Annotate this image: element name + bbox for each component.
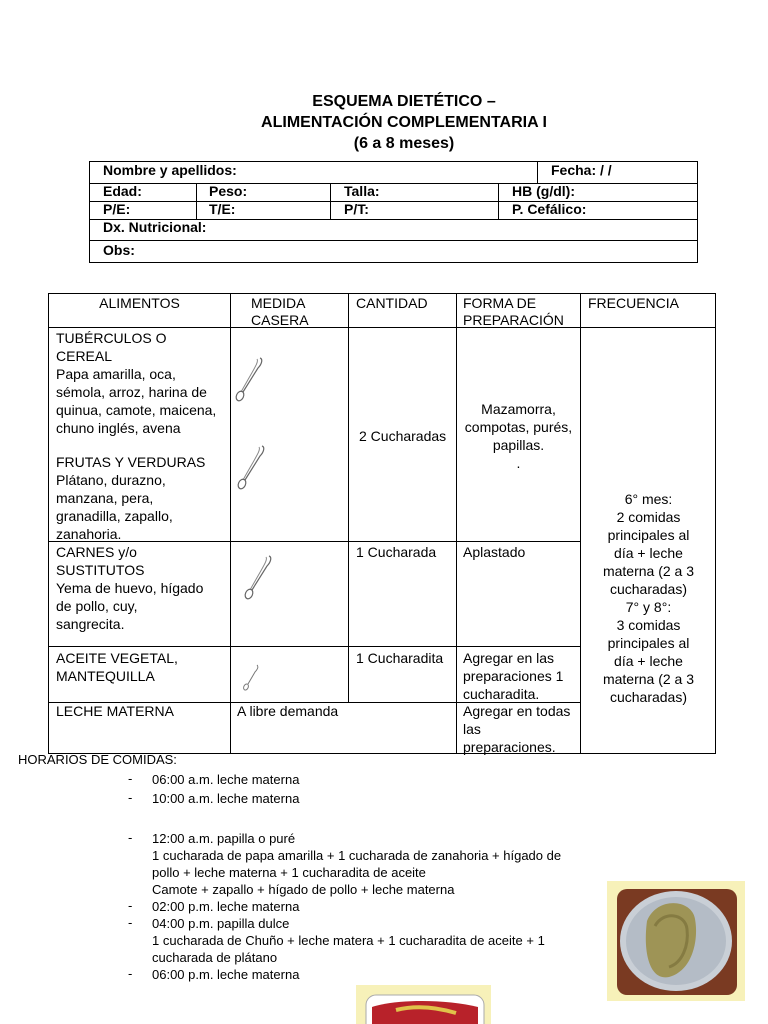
spoon-icon bbox=[242, 554, 274, 602]
field-te[interactable]: T/E: bbox=[209, 201, 236, 217]
frecuencia-line: cucharadas) bbox=[609, 689, 688, 705]
row4-forma-line: Agregar en todas bbox=[463, 703, 571, 719]
patient-info-table bbox=[89, 161, 698, 263]
frecuencia-line: 3 comidas bbox=[616, 617, 681, 633]
frecuencia-line: día + leche bbox=[614, 545, 683, 561]
header-medida-line2: CASERA bbox=[251, 312, 309, 328]
bullet-dash: - bbox=[128, 790, 133, 805]
info-row-name bbox=[90, 162, 697, 184]
schedule-detail: pollo + leche materna + 1 cucharadita de aceite bbox=[152, 865, 426, 880]
header-forma-line1: FORMA DE bbox=[463, 295, 537, 311]
doc-title-line2: ALIMENTACIÓN COMPLEMENTARIA I bbox=[261, 114, 547, 131]
info-row-pe bbox=[90, 201, 697, 220]
row1-forma-line: compotas, purés, bbox=[464, 419, 573, 435]
row1-frutas-line: Plátano, durazno, bbox=[56, 472, 166, 488]
row3-alimento-line: ACEITE VEGETAL, bbox=[56, 650, 178, 666]
row3-forma-line: Agregar en las bbox=[463, 650, 555, 666]
row2-alimento-line: de pollo, cuy, bbox=[56, 598, 138, 614]
row2-alimento-line: sangrecita. bbox=[56, 616, 125, 632]
field-obs[interactable]: Obs: bbox=[103, 242, 135, 258]
field-talla[interactable]: Talla: bbox=[344, 183, 380, 199]
frecuencia-line: cucharadas) bbox=[609, 581, 688, 597]
row1-alimento-line: TUBÉRCULOS O bbox=[56, 330, 167, 346]
schedule-item: 06:00 a.m. leche materna bbox=[152, 772, 300, 787]
row4-forma-line: preparaciones. bbox=[463, 739, 556, 755]
field-fecha[interactable]: Fecha: / / bbox=[551, 162, 612, 178]
field-dx-nutricional[interactable]: Dx. Nutricional: bbox=[103, 219, 207, 235]
schedule-detail: 1 cucharada de papa amarilla + 1 cucharada de zanahoria + hígado de bbox=[152, 848, 562, 863]
field-pt[interactable]: P/T: bbox=[344, 201, 369, 217]
spoon-icon bbox=[235, 444, 267, 492]
frecuencia-line: materna (2 a 3 bbox=[602, 671, 695, 687]
info-row-obs bbox=[90, 240, 697, 262]
bullet-dash: - bbox=[128, 830, 133, 845]
doc-subtitle: (6 a 8 meses) bbox=[353, 135, 455, 152]
frecuencia-line: materna (2 a 3 bbox=[602, 563, 695, 579]
row1-alimento-line: sémola, arroz, harina de bbox=[56, 384, 207, 400]
row4-forma-line: las bbox=[463, 721, 481, 737]
bullet-dash: - bbox=[128, 898, 133, 913]
row2-alimento-line: Yema de huevo, hígado bbox=[56, 580, 204, 596]
row1-cantidad: 2 Cucharadas bbox=[359, 428, 447, 444]
row1-frutas-line: manzana, pera, bbox=[56, 490, 154, 506]
frecuencia-line: 2 comidas bbox=[616, 509, 681, 525]
schedule-detail: cucharada de plátano bbox=[152, 950, 278, 965]
field-edad[interactable]: Edad: bbox=[103, 183, 142, 199]
schedule-item: 02:00 p.m. leche materna bbox=[152, 899, 300, 914]
schedule-item: 06:00 p.m. leche materna bbox=[152, 967, 300, 982]
schedule-item: 12:00 a.m. papilla o puré bbox=[152, 831, 296, 846]
bullet-dash: - bbox=[128, 915, 133, 930]
field-hb[interactable]: HB (g/dl): bbox=[512, 183, 575, 199]
bullet-dash: - bbox=[128, 771, 133, 786]
row3-forma-line: preparaciones 1 bbox=[463, 668, 564, 684]
food-photo bbox=[356, 985, 491, 1024]
schedule-item: 10:00 a.m. leche materna bbox=[152, 791, 300, 806]
schedule-item: 04:00 p.m. papilla dulce bbox=[152, 916, 290, 931]
schedule-detail: Camote + zapallo + hígado de pollo + leche materna bbox=[152, 882, 455, 897]
header-medida-line1: MEDIDA bbox=[251, 295, 306, 311]
doc-title-line1: ESQUEMA DIETÉTICO – bbox=[312, 93, 496, 110]
row1-forma-line: papillas. bbox=[492, 437, 545, 453]
row4-medida: A libre demanda bbox=[237, 703, 339, 719]
bullet-dash: - bbox=[128, 966, 133, 981]
header-forma-line2: PREPARACIÓN bbox=[463, 312, 564, 328]
header-frecuencia: FRECUENCIA bbox=[588, 295, 680, 311]
frecuencia-line: día + leche bbox=[614, 653, 683, 669]
puree-plate-photo bbox=[607, 881, 745, 1001]
row3-forma-line: cucharadita. bbox=[463, 686, 540, 702]
diet-table bbox=[48, 293, 716, 754]
field-peso[interactable]: Peso: bbox=[209, 183, 248, 199]
row1-alimento-line: Papa amarilla, oca, bbox=[56, 366, 176, 382]
row2-alimento-line: CARNES y/o bbox=[56, 544, 137, 560]
row1-alimento-line: CEREAL bbox=[56, 348, 113, 364]
frecuencia-line: principales al bbox=[607, 635, 690, 651]
schedule-detail: 1 cucharada de Chuño + leche matera + 1 cucharadita de aceite + 1 bbox=[152, 933, 545, 948]
frecuencia-line: principales al bbox=[607, 527, 690, 543]
frecuencia-line: 7° y 8°: bbox=[625, 599, 672, 615]
info-row-edad bbox=[90, 183, 697, 202]
row2-cantidad: 1 Cucharada bbox=[356, 544, 437, 560]
header-alimentos: ALIMENTOS bbox=[99, 295, 180, 311]
frecuencia-line: 6° mes: bbox=[624, 491, 673, 507]
row1-frutas-line: zanahoria. bbox=[56, 526, 122, 542]
row1-alimento-line: quinua, camote, maicena, bbox=[56, 402, 217, 418]
frecuencia-cell bbox=[581, 490, 716, 706]
row1-forma-line: . bbox=[516, 455, 521, 471]
header-cantidad: CANTIDAD bbox=[356, 295, 428, 311]
horarios-title: HORARIOS DE COMIDAS: bbox=[18, 752, 177, 767]
row1-frutas-line: FRUTAS Y VERDURAS bbox=[56, 454, 206, 470]
row3-cantidad: 1 Cucharadita bbox=[356, 650, 444, 666]
row4-alimento: LECHE MATERNA bbox=[56, 703, 174, 719]
field-pcefalico[interactable]: P. Cefálico: bbox=[512, 201, 587, 217]
row2-alimento-line: SUSTITUTOS bbox=[56, 562, 145, 578]
spoon-icon bbox=[233, 356, 265, 404]
info-row-dx bbox=[90, 219, 697, 241]
row1-forma-line: Mazamorra, bbox=[481, 401, 556, 417]
row2-forma: Aplastado bbox=[463, 544, 526, 560]
teaspoon-icon bbox=[242, 664, 260, 692]
row1-alimento-line: chuno inglés, avena bbox=[56, 420, 181, 436]
row3-alimento-line: MANTEQUILLA bbox=[56, 668, 155, 684]
row1-frutas-line: granadilla, zapallo, bbox=[56, 508, 173, 524]
field-pe[interactable]: P/E: bbox=[103, 201, 131, 217]
field-nombre[interactable]: Nombre y apellidos: bbox=[103, 162, 237, 178]
